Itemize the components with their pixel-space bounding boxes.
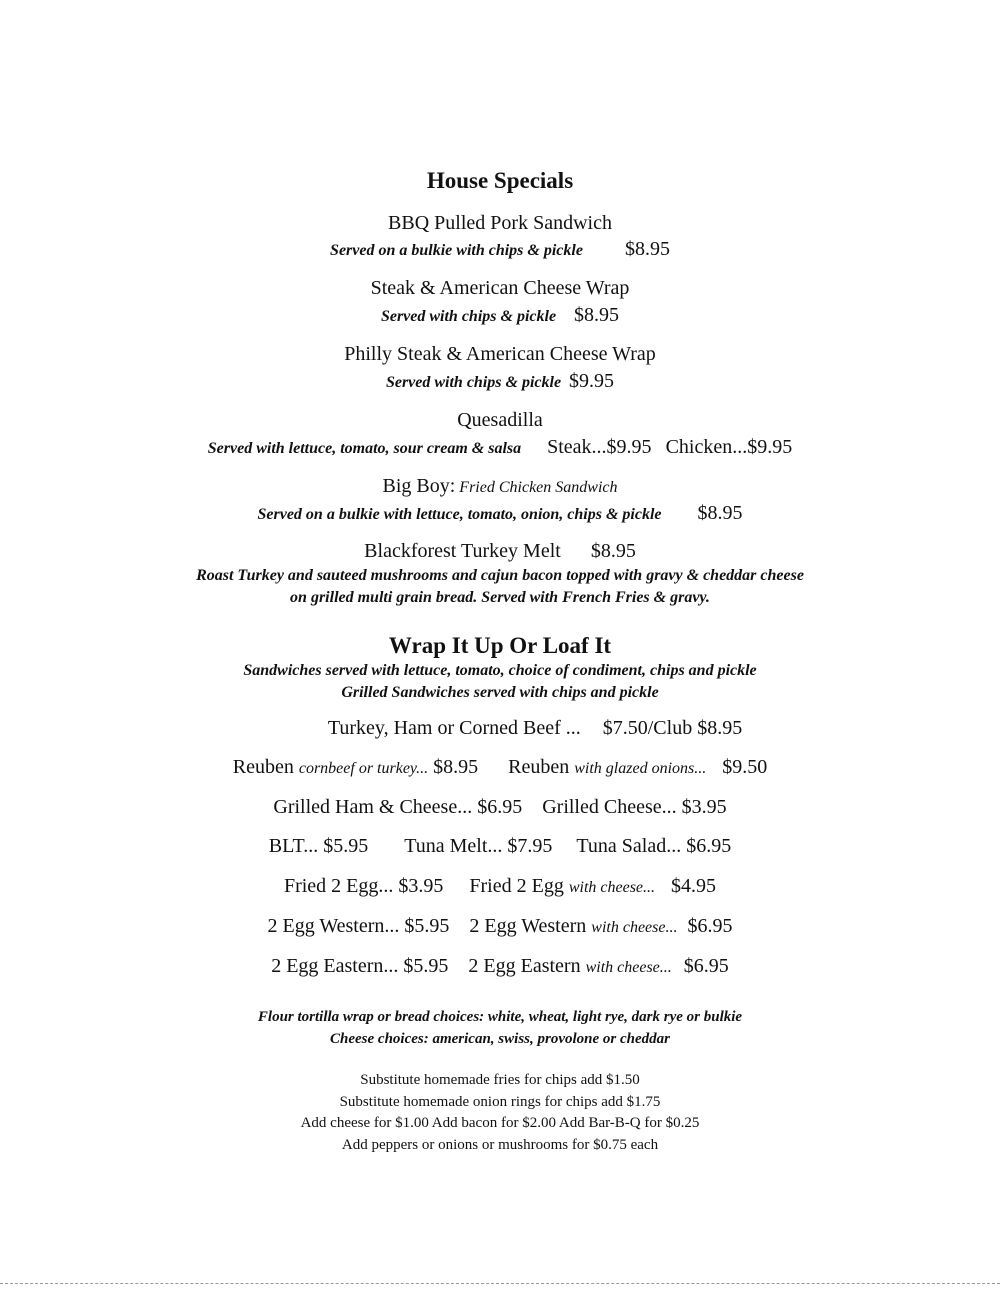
- egg-western-cheese-name: 2 Egg Western: [469, 915, 587, 937]
- quesadilla-description: Served with lettuce, tomato, sour cream & salsa: [207, 440, 522, 457]
- reuben-glazed-note: with glazed onions...: [574, 760, 707, 777]
- fried-egg-row: [0, 876, 1000, 896]
- tuna-salad-item: Tuna Salad... $6.95: [576, 835, 732, 857]
- big-boy-description: Served on a bulkie with lettuce, tomato, onion, chips & pickle: [257, 506, 662, 523]
- egg-eastern-cheese-price: $6.95: [683, 955, 729, 977]
- bbq-pulled-pork-details: [0, 239, 1000, 259]
- bread-choices-note: Flour tortilla wrap or bread choices: white, wheat, light rye, dark rye or bulkie: [257, 1009, 743, 1025]
- blackforest-name: Blackforest Turkey Melt: [364, 540, 561, 562]
- bbq-pulled-pork-price: $8.95: [624, 238, 670, 260]
- fried-2-egg-cheese-note: with cheese...: [568, 879, 656, 896]
- onion-rings-substitute-note: Substitute homemade onion rings for chips add $1.75: [339, 1094, 661, 1110]
- big-boy-price: $8.95: [697, 502, 743, 524]
- steak-wrap-name: Steak & American Cheese Wrap: [370, 277, 630, 299]
- egg-eastern-item: 2 Egg Eastern... $5.95: [271, 955, 449, 977]
- bbq-pulled-pork-description: Served on a bulkie with chips & pickle: [330, 242, 583, 259]
- big-boy-title: [0, 476, 1000, 496]
- blackforest-price: $8.95: [590, 540, 636, 562]
- reuben-glazed-name: Reuben: [508, 756, 570, 778]
- philly-wrap-price: $9.95: [569, 370, 615, 392]
- grilled-cheese-item: Grilled Cheese... $3.95: [542, 796, 727, 818]
- big-boy-name: Big Boy:: [382, 475, 456, 497]
- philly-wrap-details: [0, 371, 1000, 391]
- quesadilla-name: Quesadilla: [457, 409, 543, 431]
- turkey-ham-corned-beef-row: [0, 718, 1000, 738]
- big-boy-details: [0, 503, 1000, 523]
- quesadilla-chicken-price: Chicken...$9.95: [665, 436, 793, 458]
- big-boy-subtitle: Fried Chicken Sandwich: [459, 479, 618, 496]
- turkey-ham-corned-beef-price: $7.50/Club $8.95: [602, 717, 743, 739]
- grilled-ham-cheese-item: Grilled Ham & Cheese... $6.95: [273, 796, 523, 818]
- blt-item: BLT... $5.95: [268, 835, 369, 857]
- philly-wrap-description: Served with chips & pickle: [385, 374, 562, 391]
- philly-wrap-name: Philly Steak & American Cheese Wrap: [344, 343, 656, 365]
- blackforest-description-line2: on grilled multi grain bread. Served with French Fries & gravy.: [290, 589, 710, 606]
- add-peppers-onions-mushrooms-note: Add peppers or onions or mushrooms for $0.75 each: [341, 1137, 659, 1153]
- egg-western-cheese-note: with cheese...: [591, 919, 678, 936]
- blackforest-description-line1: Roast Turkey and sauteed mushrooms and cajun bacon topped with gravy & cheddar cheese: [196, 567, 804, 584]
- grilled-row: [0, 797, 1000, 817]
- house-specials-heading: House Specials: [426, 168, 574, 193]
- reuben-price: $8.95: [433, 756, 479, 778]
- blackforest-title: [0, 541, 1000, 561]
- reuben-row: [0, 757, 1000, 777]
- fried-2-egg-cheese-name: Fried 2 Egg: [469, 875, 564, 897]
- wrap-subheading-line2: Grilled Sandwiches served with chips and pickle: [341, 684, 659, 701]
- quesadilla-details: [0, 437, 1000, 457]
- tuna-melt-item: Tuna Melt... $7.95: [404, 835, 553, 857]
- wrap-subheading-line1: Sandwiches served with lettuce, tomato, choice of condiment, chips and pickle: [243, 662, 757, 679]
- quesadilla-steak-price: Steak...$9.95: [547, 436, 652, 458]
- reuben-name: Reuben: [232, 756, 294, 778]
- western-row: [0, 916, 1000, 936]
- bottom-scan-rule: [0, 1283, 1000, 1284]
- cheese-choices-note: Cheese choices: american, swiss, provolone or cheddar: [330, 1031, 670, 1047]
- turkey-ham-corned-beef-name: Turkey, Ham or Corned Beef ...: [327, 717, 581, 739]
- add-cheese-bacon-bbq-note: Add cheese for $1.00 Add bacon for $2.00 Add Bar-B-Q for $0.25: [300, 1115, 700, 1131]
- steak-wrap-details: [0, 305, 1000, 325]
- wrap-it-up-heading: Wrap It Up Or Loaf It: [388, 633, 612, 658]
- fried-2-egg-cheese-price: $4.95: [671, 875, 717, 897]
- reuben-glazed-price: $9.50: [722, 756, 768, 778]
- steak-wrap-price: $8.95: [574, 304, 620, 326]
- fries-substitute-note: Substitute homemade fries for chips add $1.50: [360, 1072, 640, 1088]
- egg-western-cheese-price: $6.95: [687, 915, 733, 937]
- blt-tuna-row: [0, 836, 1000, 856]
- steak-wrap-description: Served with chips & pickle: [380, 308, 557, 325]
- egg-western-item: 2 Egg Western... $5.95: [267, 915, 450, 937]
- egg-eastern-cheese-note: with cheese...: [585, 959, 672, 976]
- fried-2-egg-item: Fried 2 Egg... $3.95: [283, 875, 444, 897]
- eastern-row: [0, 956, 1000, 976]
- bbq-pulled-pork-name: BBQ Pulled Pork Sandwich: [388, 212, 612, 234]
- egg-eastern-cheese-name: 2 Egg Eastern: [468, 955, 581, 977]
- reuben-note: cornbeef or turkey...: [298, 760, 429, 777]
